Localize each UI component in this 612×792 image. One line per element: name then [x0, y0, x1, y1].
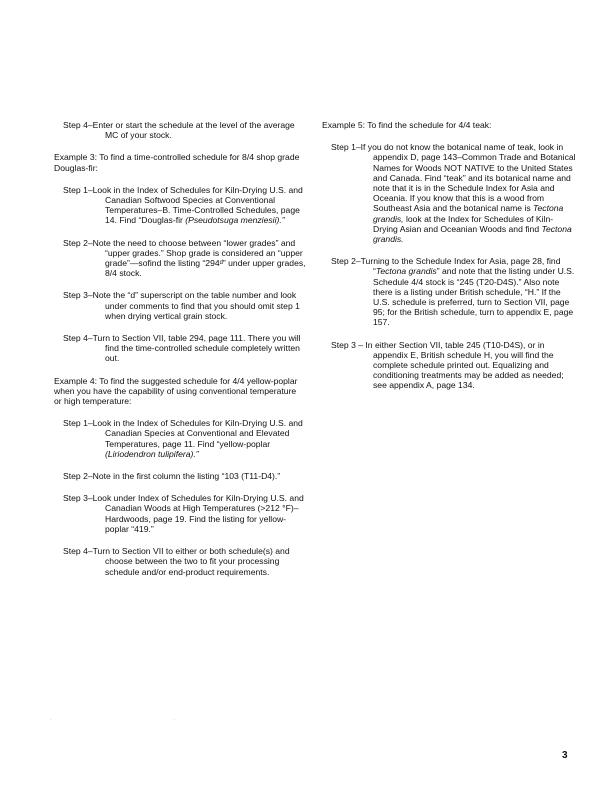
- example-4-heading: Example 4: To find the suggested schedule for 4/4 yellow-poplar when you have the capability of using conventional temperature or high temperature:: [54, 375, 298, 407]
- example-5-step-1-text-b: look at the Index for Schedules of Kiln-Drying Asian and Oceanian Woods and find: [373, 213, 554, 234]
- step-4-enter-schedule: Step 4–Enter or start the schedule at the level of the average MC of your stock.: [63, 120, 295, 141]
- example-4-step-1: [63, 418, 306, 459]
- example-4-species-name: (Liriodendron tulipifera).”: [105, 448, 199, 459]
- left-column: [54, 120, 306, 577]
- example-3-step-2: Step 2–Note the need to choose between “lower grades” and “upper grades.” Shop grade is considered an “upper grade”—sofind the listing “294ᵈ” under upper grades, 8/4 stock.: [63, 237, 306, 279]
- example-5-step-1-text-a: Step 1–If you do not know the botanical name of teak, look in appendix D, page 143–Common Trade and Botanical Names for Woods NOT NATIVE to the United States and Canada. Find “teak” and its botanical name and note that it is in the Schedule Index for Asia and Oceania. If you know that this is a wood from Southeast Asia and the botanical name is: [331, 142, 576, 214]
- example-3-step-1-text: Step 1–Look in the Index of Schedules for Kiln-Drying U.S. and Canadian Softwood Species at Conventional Temperatures–B. Time-Controlled Schedules, page 14. Find “Douglas-fir: [63, 184, 303, 226]
- example-5-step-2-species: Tectona grandis: [375, 266, 437, 277]
- example-3-step-4: Step 4–Turn to Section VII, table 294, page 111. There you will find the time-controlled schedule completely written out.: [63, 333, 301, 364]
- example-3-species-name: (Pseudotsuga menziesii).”: [185, 215, 285, 226]
- example-5-step-2-text-a: Step 2–Turning to the Schedule Index for Asia, page 28, find “: [331, 256, 561, 277]
- example-4-step-3: Step 3–Look under Index of Schedules for Kiln-Drying U.S. and Canadian Woods at High Temperatures (>212 °F)–Hardwoods, page 19. Find the listing for yellow-poplar “419.”: [63, 493, 304, 534]
- example-4-step-4: Step 4–Turn to Section VII to either or both schedule(s) and choose between the two to fit your processing schedule and/or end-product requirements.: [63, 546, 290, 577]
- example-3-step-1: [63, 185, 306, 226]
- example-4-step-2: Step 2–Note in the first column the listing “103 (T11-D4).”: [63, 471, 281, 482]
- example-3-step-3: Step 3–Note the “d” superscript on the table number and look under comments to find that you should omit step 1 when drying vertical grain stock.: [63, 290, 300, 321]
- example-5-step-2-text-b: ” and note that the listing under U.S. Schedule 4/4 stock is “245 (T20-D4S).” Also note there is a listing under British schedule, “H.” If the U.S. schedule is preferred, turn to Section VII, page 95; for the British schedule, turn to appendix E, page 157.: [373, 266, 575, 328]
- example-3-heading: Example 3: To find a time-controlled schedule for 8/4 shop grade Douglas-fir:: [54, 152, 300, 173]
- scan-specks: . .: [50, 716, 176, 722]
- example-5-step-1: [331, 142, 577, 244]
- example-5-step-2: [331, 256, 577, 327]
- example-4-step-1-text: Step 1–Look in the Index of Schedules for Kiln-Drying U.S. and Canadian Species at Conventional and Elevated Temperatures, page 11. Find “yellow-poplar: [63, 418, 303, 449]
- example-5-heading: Example 5: To find the schedule for 4/4 teak:: [322, 120, 492, 130]
- example-5-species-name-1: Tectona grandis,: [373, 203, 564, 224]
- example-5-step-3: Step 3 – In either Section VII, table 245 (T10-D4S), or in appendix E, British schedule H, you will find the complete schedule printed out. Equalizing and conditioning treatments may be added as needed; see appendix A, page 134.: [331, 339, 564, 391]
- right-column: [322, 120, 577, 391]
- example-5-species-name-2: Tectona grandis.: [373, 223, 572, 245]
- page-number: 3: [562, 750, 568, 761]
